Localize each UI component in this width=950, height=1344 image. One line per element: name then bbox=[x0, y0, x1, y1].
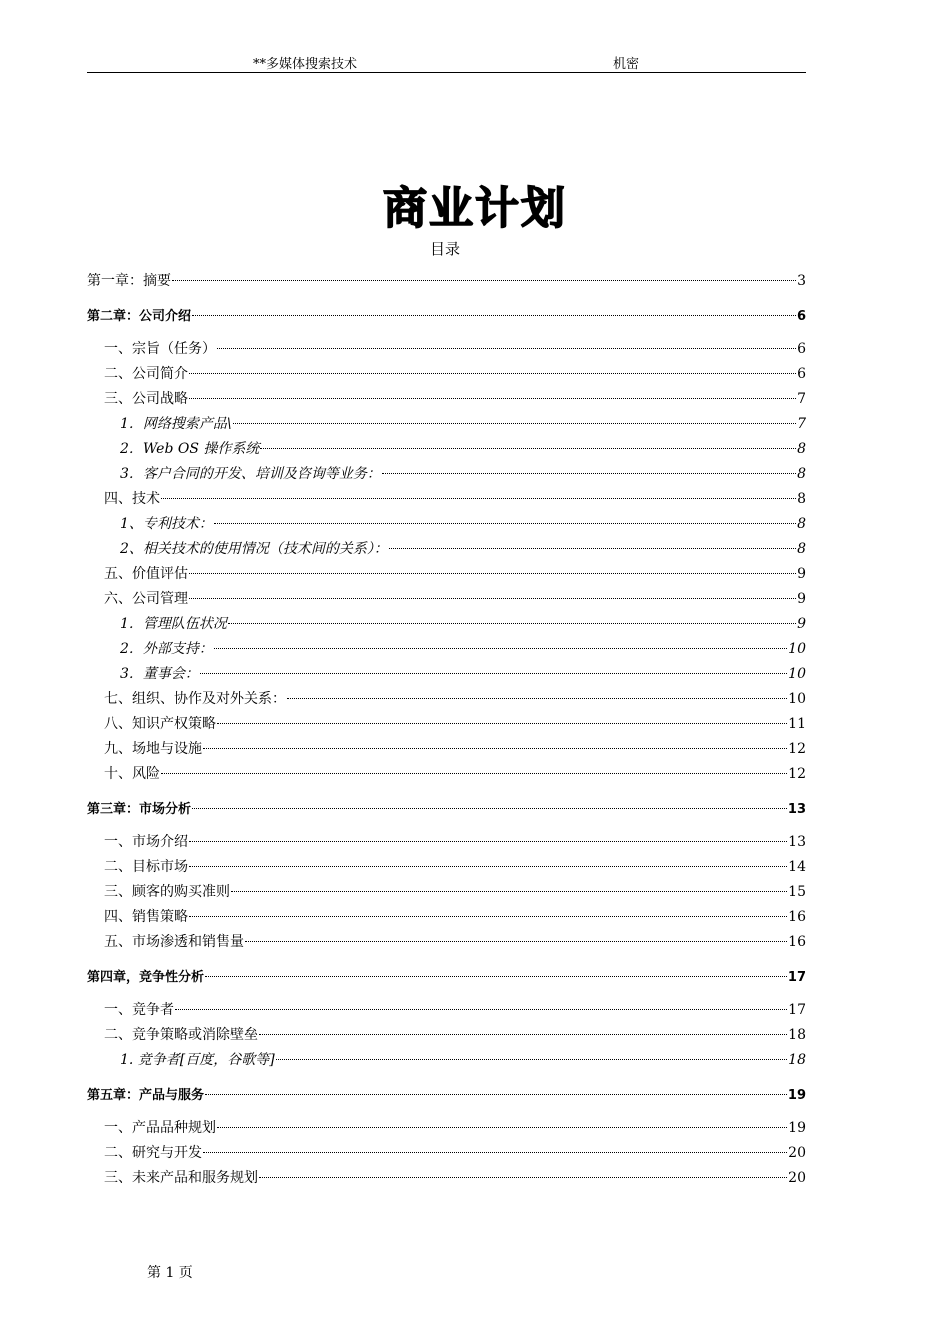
toc-entry-title: 2．Web OS 操作系统 bbox=[120, 441, 260, 457]
dot-leader bbox=[172, 280, 796, 281]
toc-entry[interactable] bbox=[87, 612, 806, 637]
dot-leader bbox=[161, 498, 796, 499]
toc-entry-page: 7 bbox=[797, 416, 806, 432]
toc-entry[interactable] bbox=[87, 1023, 806, 1048]
toc-entry-page: 13 bbox=[787, 802, 806, 817]
toc-heading: 目录 bbox=[429, 240, 460, 258]
toc-entry-title: 第四章，竞争性分析 bbox=[87, 970, 205, 985]
dot-leader bbox=[214, 523, 796, 524]
toc-entry-title: 一、宗旨（任务） bbox=[104, 341, 216, 357]
page-number: 第 1 页 bbox=[147, 1265, 193, 1281]
toc-entry[interactable] bbox=[87, 662, 806, 687]
toc-entry[interactable] bbox=[87, 437, 806, 462]
toc-entry[interactable] bbox=[87, 487, 806, 512]
dot-leader bbox=[189, 841, 787, 842]
toc-entry[interactable] bbox=[87, 537, 806, 562]
toc-entry[interactable] bbox=[87, 930, 806, 955]
toc-entry[interactable] bbox=[87, 337, 806, 362]
toc-entry[interactable] bbox=[87, 562, 806, 587]
toc-entry-page: 10 bbox=[788, 641, 806, 657]
page-header bbox=[87, 52, 806, 73]
header-doc-name: **多媒体搜索技术 bbox=[253, 57, 358, 72]
toc-entry-title: 九、场地与设施 bbox=[104, 741, 202, 757]
toc-entry-title: 一、市场介绍 bbox=[104, 834, 188, 850]
toc-entry[interactable] bbox=[87, 712, 806, 737]
toc-entry-page: 14 bbox=[788, 859, 806, 875]
dot-leader bbox=[189, 866, 787, 867]
dot-leader bbox=[189, 373, 796, 374]
dot-leader bbox=[287, 698, 787, 699]
toc-entry-title: 1．网络搜索产品\ bbox=[120, 416, 232, 432]
dot-leader bbox=[259, 1177, 787, 1178]
toc-entry[interactable] bbox=[87, 512, 806, 537]
dot-leader bbox=[175, 1009, 787, 1010]
toc-entry[interactable] bbox=[87, 387, 806, 412]
toc-entry-page: 9 bbox=[797, 566, 806, 582]
toc-entry[interactable] bbox=[87, 1116, 806, 1141]
toc-entry-page: 8 bbox=[797, 466, 806, 482]
dot-leader bbox=[192, 808, 787, 809]
toc-entry-page: 15 bbox=[788, 884, 806, 900]
dot-leader bbox=[389, 548, 796, 549]
toc-entry-title: 3．董事会： bbox=[120, 666, 199, 682]
dot-leader bbox=[203, 748, 787, 749]
toc-entry-page: 20 bbox=[788, 1170, 806, 1186]
toc-entry-page: 19 bbox=[788, 1120, 806, 1136]
toc-entry-title: 一、竞争者 bbox=[104, 1002, 174, 1018]
toc-entry-page: 10 bbox=[788, 691, 806, 707]
toc-entry-title: 三、顾客的购买准则 bbox=[104, 884, 230, 900]
dot-leader bbox=[228, 623, 796, 624]
dot-leader bbox=[189, 573, 796, 574]
toc-entry[interactable] bbox=[87, 1083, 806, 1108]
toc-entry[interactable] bbox=[87, 965, 806, 990]
toc-entry-page: 20 bbox=[788, 1145, 806, 1161]
toc-entry-title: 六、公司管理 bbox=[104, 591, 188, 607]
toc-entry[interactable] bbox=[87, 1141, 806, 1166]
toc-entry-title: 五、市场渗透和销售量 bbox=[104, 934, 244, 950]
toc-entry-page: 7 bbox=[797, 391, 806, 407]
toc-entry-title: 四、技术 bbox=[104, 491, 160, 507]
toc-entry[interactable] bbox=[87, 905, 806, 930]
toc-entry[interactable] bbox=[87, 462, 806, 487]
dot-leader bbox=[205, 1094, 787, 1095]
header-confidential: 机密 bbox=[613, 57, 640, 72]
dot-leader bbox=[189, 598, 796, 599]
toc-entry[interactable] bbox=[87, 269, 806, 294]
toc-entry-page: 6 bbox=[797, 366, 806, 382]
toc-entry-page: 10 bbox=[788, 666, 806, 682]
toc-entry-page: 8 bbox=[797, 491, 806, 507]
toc-entry-page: 18 bbox=[788, 1052, 806, 1068]
toc-entry-page: 16 bbox=[788, 934, 806, 950]
dot-leader bbox=[189, 916, 787, 917]
dot-leader bbox=[276, 1059, 787, 1060]
toc-entry-title: 二、研究与开发 bbox=[104, 1145, 202, 1161]
dot-leader bbox=[217, 1127, 787, 1128]
toc-entry[interactable] bbox=[87, 1166, 806, 1191]
toc-entry-title: 二、目标市场 bbox=[104, 859, 188, 875]
toc-entry-page: 19 bbox=[787, 1088, 806, 1103]
toc-entry[interactable] bbox=[87, 737, 806, 762]
dot-leader bbox=[231, 891, 787, 892]
table-of-contents bbox=[87, 269, 806, 1191]
toc-entry-page: 16 bbox=[788, 909, 806, 925]
toc-entry-title: 第二章：公司介绍 bbox=[87, 309, 192, 324]
toc-entry-page: 8 bbox=[797, 441, 806, 457]
toc-entry[interactable] bbox=[87, 637, 806, 662]
toc-entry[interactable] bbox=[87, 855, 806, 880]
toc-entry-page: 17 bbox=[787, 970, 806, 985]
dot-leader bbox=[217, 348, 796, 349]
toc-entry[interactable] bbox=[87, 412, 806, 437]
toc-entry-page: 8 bbox=[797, 541, 806, 557]
toc-entry-page: 18 bbox=[788, 1027, 806, 1043]
toc-entry[interactable] bbox=[87, 998, 806, 1023]
toc-entry-title: 三、未来产品和服务规划 bbox=[104, 1170, 258, 1186]
dot-leader bbox=[203, 1152, 787, 1153]
toc-entry-page: 9 bbox=[797, 616, 806, 632]
toc-entry-title: 七、组织、协作及对外关系： bbox=[104, 691, 286, 707]
document-title: 商业计划 bbox=[383, 183, 567, 234]
toc-entry-page: 9 bbox=[797, 591, 806, 607]
toc-entry-page: 12 bbox=[788, 741, 806, 757]
toc-entry-title: 一、产品品种规划 bbox=[104, 1120, 216, 1136]
dot-leader bbox=[260, 448, 796, 449]
toc-entry[interactable] bbox=[87, 687, 806, 712]
toc-entry[interactable] bbox=[87, 304, 806, 329]
toc-entry-title: 五、价值评估 bbox=[104, 566, 188, 582]
toc-entry-page: 6 bbox=[797, 341, 806, 357]
toc-entry-page: 6 bbox=[796, 309, 806, 324]
toc-entry-title: 四、销售策略 bbox=[104, 909, 188, 925]
dot-leader bbox=[161, 773, 787, 774]
toc-entry[interactable] bbox=[87, 762, 806, 787]
toc-entry-page: 13 bbox=[788, 834, 806, 850]
toc-entry-title: 1．管理队伍状况 bbox=[120, 616, 227, 632]
toc-entry-title: 1. 竞争者[百度，谷歌等] bbox=[120, 1052, 275, 1068]
dot-leader bbox=[382, 473, 796, 474]
toc-entry-page: 17 bbox=[788, 1002, 806, 1018]
toc-entry[interactable] bbox=[87, 362, 806, 387]
toc-entry-title: 二、公司简介 bbox=[104, 366, 188, 382]
toc-entry-title: 三、公司战略 bbox=[104, 391, 188, 407]
dot-leader bbox=[205, 976, 787, 977]
toc-entry-page: 12 bbox=[788, 766, 806, 782]
toc-entry[interactable] bbox=[87, 830, 806, 855]
toc-entry-page: 3 bbox=[797, 273, 806, 289]
toc-entry-title: 2．外部支持： bbox=[120, 641, 213, 657]
toc-entry-title: 八、知识产权策略 bbox=[104, 716, 216, 732]
toc-entry[interactable] bbox=[87, 797, 806, 822]
dot-leader bbox=[245, 941, 787, 942]
dot-leader bbox=[217, 723, 787, 724]
toc-entry-title: 十、风险 bbox=[104, 766, 160, 782]
dot-leader bbox=[259, 1034, 787, 1035]
toc-entry[interactable] bbox=[87, 880, 806, 905]
dot-leader bbox=[200, 673, 787, 674]
dot-leader bbox=[233, 423, 796, 424]
dot-leader bbox=[192, 315, 796, 316]
toc-entry-title: 二、竞争策略或消除壁垒 bbox=[104, 1027, 258, 1043]
toc-entry-page: 11 bbox=[788, 716, 806, 732]
toc-entry[interactable] bbox=[87, 587, 806, 612]
toc-entry-title: 2、相关技术的使用情况（技术间的关系）： bbox=[120, 541, 388, 557]
toc-entry-page: 8 bbox=[797, 516, 806, 532]
toc-entry-title: 第五章：产品与服务 bbox=[87, 1088, 205, 1103]
toc-entry-title: 第三章：市场分析 bbox=[87, 802, 192, 817]
toc-entry-title: 1、专利技术： bbox=[120, 516, 213, 532]
dot-leader bbox=[214, 648, 787, 649]
dot-leader bbox=[189, 398, 796, 399]
toc-entry-title: 第一章：摘要 bbox=[87, 273, 171, 289]
toc-entry-title: 3．客户合同的开发、培训及咨询等业务： bbox=[120, 466, 381, 482]
toc-entry[interactable] bbox=[87, 1048, 806, 1073]
